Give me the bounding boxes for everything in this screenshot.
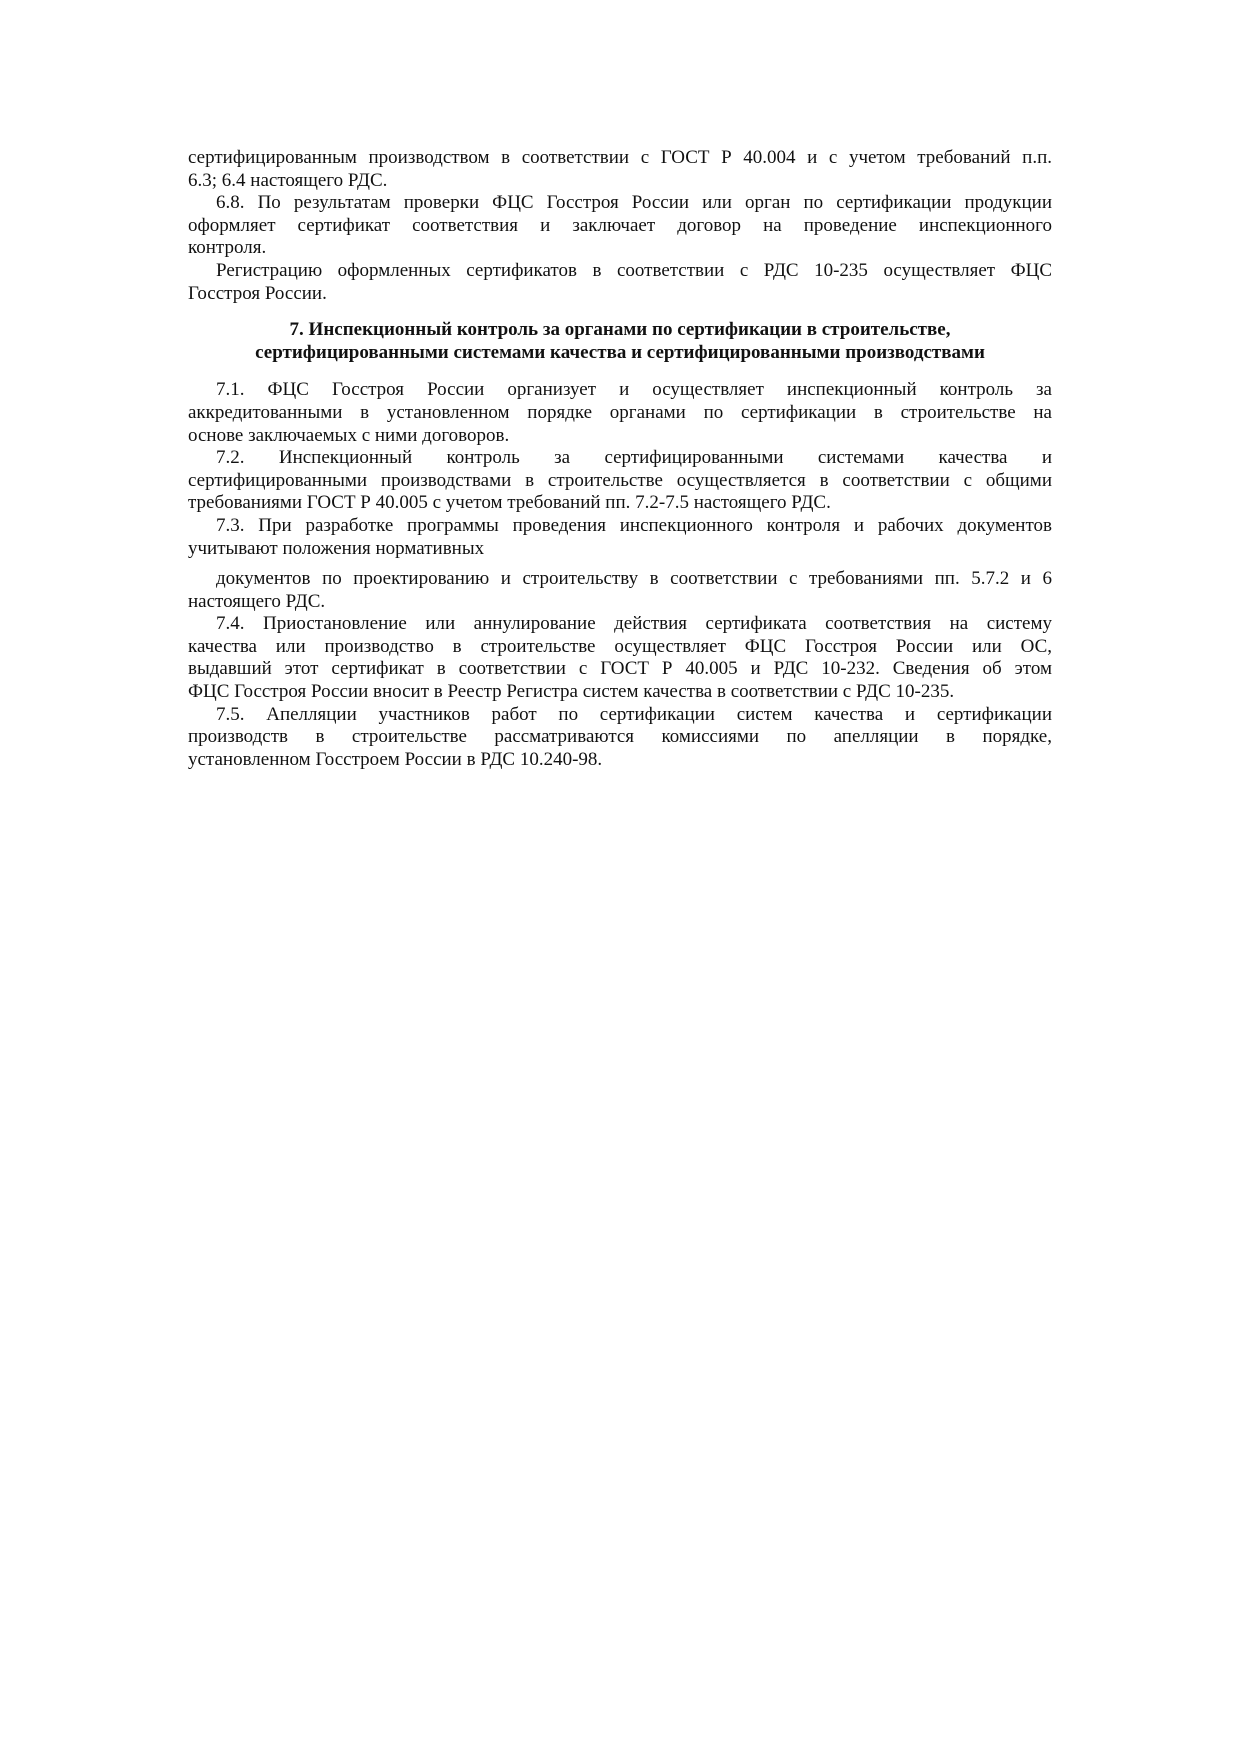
text-line: Госстроя России. (188, 282, 327, 304)
text-line: 6.8. По результатам проверки ФЦС Госстроя России или орган по сертификации продукции (216, 192, 1052, 214)
text-line: основе заключаемых с ними договоров. (188, 424, 510, 446)
paragraph (188, 379, 1052, 447)
section-bottom (188, 568, 1052, 771)
text-line: Регистрацию оформленных сертификатов в соответствии с РДС 10-235 осуществляет ФЦС (216, 259, 1052, 281)
paragraph (188, 447, 1052, 515)
document-page (188, 147, 1052, 771)
paragraph (188, 613, 1052, 703)
text-line: выдавший этот сертификат в соответствии с ГОСТ Р 40.005 и РДС 10-232. Сведения об этом (188, 658, 1052, 680)
section-top (188, 147, 1052, 305)
text-line: 7.2. Инспекционный контроль за сертифицированными системами качества и (216, 447, 1052, 469)
text-line: учитывают положения нормативных (188, 537, 485, 559)
paragraph (188, 515, 1052, 560)
text-line: контроля. (188, 237, 267, 259)
text-line: требованиями ГОСТ Р 40.005 с учетом требований пп. 7.2-7.5 настоящего РДС. (188, 492, 831, 514)
text-line: оформляет сертификат соответствия и заключает договор на проведение инспекционного (188, 214, 1052, 236)
heading-line: сертифицированными системами качества и сертифицированными производствами (255, 341, 985, 363)
paragraph (188, 568, 1052, 613)
section-mid (188, 379, 1052, 560)
text-line: 7.3. При разработке программы проведения инспекционного контроля и рабочих документов (216, 514, 1052, 536)
text-line: качества или производство в строительстве осуществляет ФЦС Госстроя России или ОС, (188, 635, 1052, 657)
text-line: аккредитованными в установленном порядке органами по сертификации в строительстве на (188, 401, 1052, 423)
text-line: установленном Госстроем России в РДС 10.240-98. (188, 748, 603, 770)
text-line: документов по проектированию и строительству в соответствии с требованиями пп. 5.7.2 и 6 (216, 568, 1052, 590)
text-line: сертифицированным производством в соответствии с ГОСТ Р 40.004 и с учетом требований п.п. (188, 147, 1052, 168)
paragraph (188, 147, 1052, 192)
text-line: сертифицированными производствами в строительстве осуществляется в соответствии с общими (188, 469, 1052, 491)
text-line: 7.1. ФЦС Госстроя России организует и осуществляет инспекционный контроль за (216, 379, 1052, 401)
paragraph (188, 192, 1052, 260)
text-line: производств в строительстве рассматриваются комиссиями по апелляции в порядке, (188, 726, 1052, 748)
text-line: настоящего РДС. (188, 590, 326, 612)
section-heading (188, 319, 1052, 364)
text-line: 7.4. Приостановление или аннулирование действия сертификата соответствия на систему (216, 613, 1052, 635)
text-line: ФЦС Госстроя России вносит в Реестр Регистра систем качества в соответствии с РДС 10-235. (188, 681, 955, 703)
paragraph (188, 260, 1052, 305)
text-line: 6.3; 6.4 настоящего РДС. (188, 169, 388, 191)
text-line: 7.5. Апелляции участников работ по сертификации систем качества и сертификации (216, 703, 1052, 725)
heading-line: 7. Инспекционный контроль за органами по сертификации в строительстве, (289, 319, 951, 341)
paragraph (188, 704, 1052, 772)
